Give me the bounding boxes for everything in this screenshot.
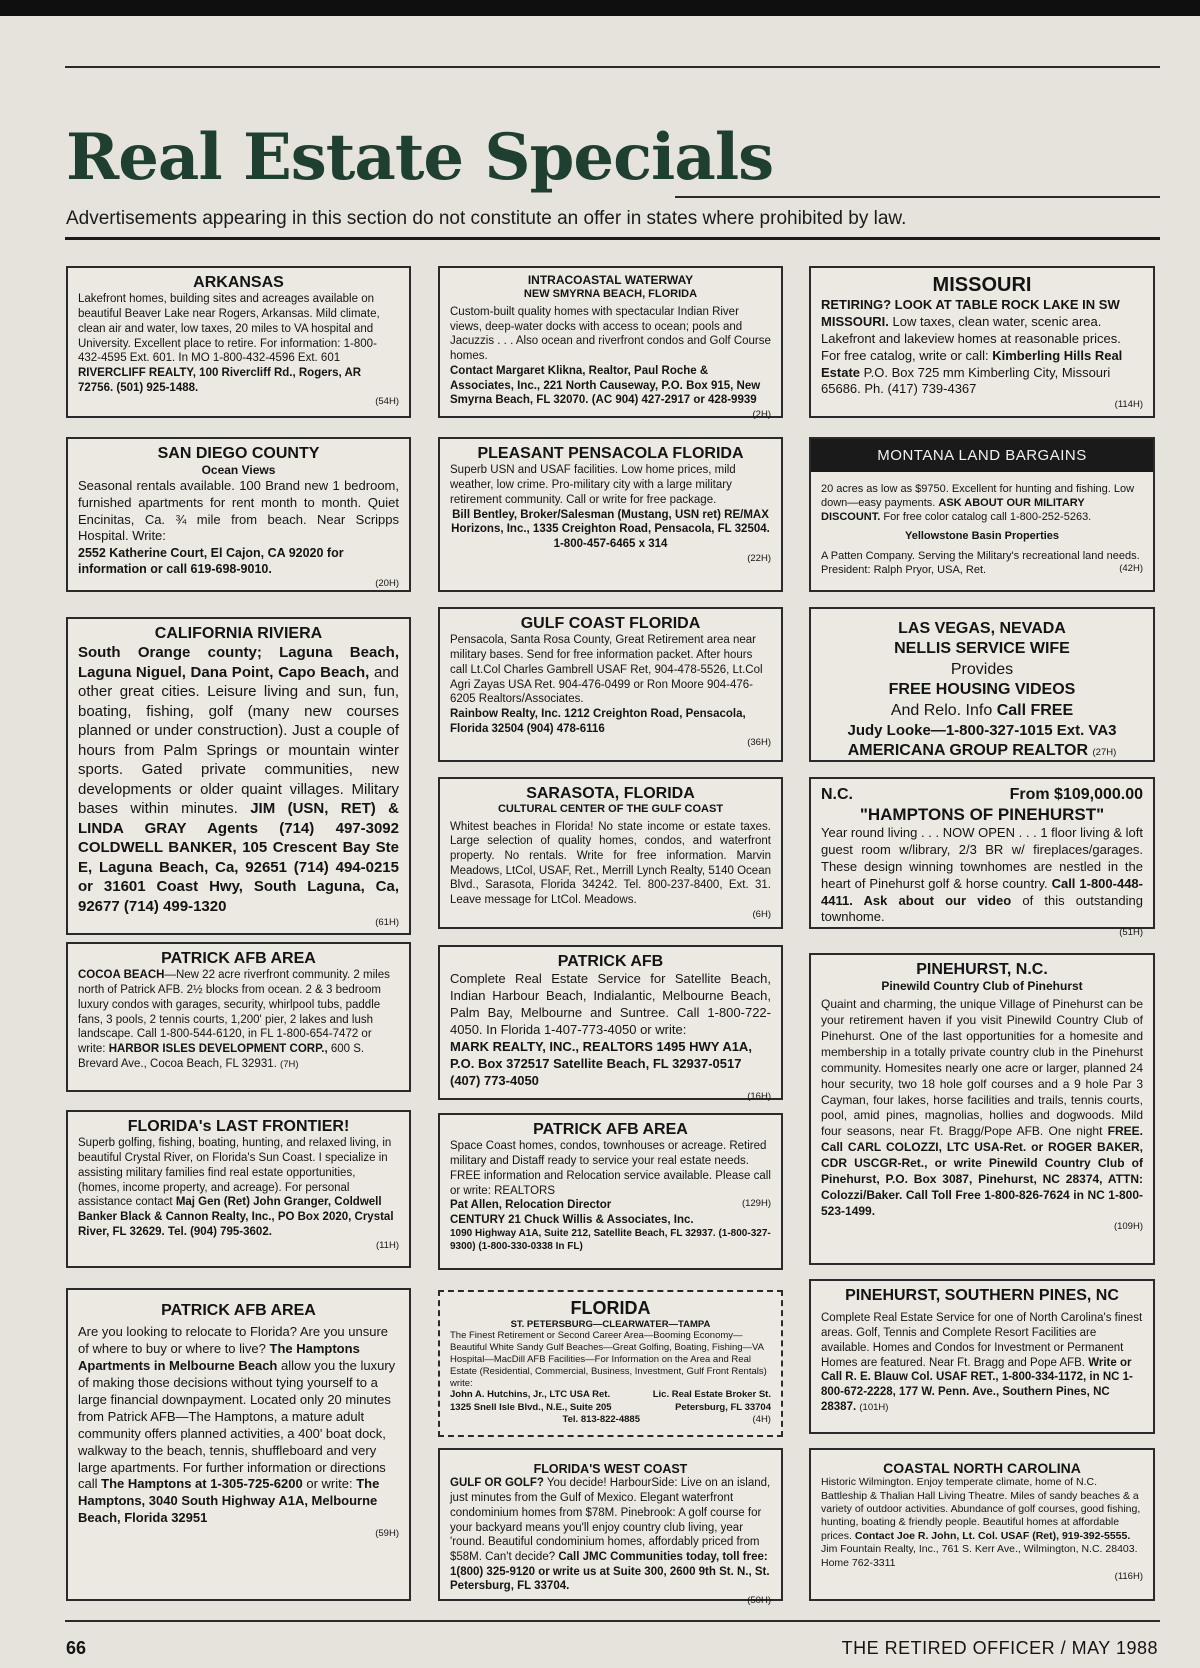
ad-code: (114H) xyxy=(1114,399,1143,411)
ad-contact: RIVERCLIFF REALTY, 100 Rivercliff Rd., Rogers, AR 72756. (501) 925-1488. xyxy=(78,366,362,394)
ad-body: 20 acres as low as $9750. Excellent for hunting and fishing. Low down—easy payments. xyxy=(821,483,1135,510)
page-subtitle: Advertisements appearing in this section do not constitute an offer in states where prohibited by law. xyxy=(66,208,907,229)
ad-body: Custom-built quality homes with spectacular Indian River views, deep-water docks with access to ocean; pools and Jacuzzis . . . Also ocean and riverfront condos and Golf Course homes. xyxy=(450,305,771,363)
ad-title: PINEHURST, SOUTHERN PINES, NC xyxy=(845,1287,1119,1304)
top-rule xyxy=(65,66,1160,68)
ad-gulf-coast xyxy=(438,607,783,762)
ad-southern-pines xyxy=(809,1279,1155,1434)
ad-lead: GULF OR GOLF? xyxy=(450,1477,544,1490)
ad-address: P.O. Box 725 mm Kimberling City, Missouri 65686. Ph. (417) 739-4367 xyxy=(821,364,1111,397)
ad-subtitle: ST. PETERSBURG—CLEARWATER—TAMPA xyxy=(510,1318,711,1330)
ad-body: The Finest Retirement or Second Career Area—Booming Economy—Beautiful White Sandy Gulf Beaches—Great Golfing, Boating, Fishing—VA Hospital—MacDill AFB Facilities—For Information on the Area and Real Estate (Residential, Commercial, Business, Investment, Gulf Front Rentals) write: xyxy=(450,1330,767,1389)
ad-bold-3: The Hamptons, 3040 South Highway A1A, Melbourne Beach, Florida 32951 xyxy=(78,1476,380,1526)
ad-code: (50H) xyxy=(747,1595,771,1607)
ad-bold-2: The Hamptons at 1-305-725-6200 xyxy=(101,1476,303,1492)
ad-title: PINEHURST, N.C. xyxy=(916,961,1048,978)
ad-arkansas xyxy=(66,266,411,418)
ad-title: PATRICK AFB AREA xyxy=(161,950,316,967)
ad-san-diego xyxy=(66,437,411,592)
ad-code: (129H) xyxy=(741,1198,771,1210)
ad-contact: Write or Call R. E. Blauw Col. USAF RET., 1-800-334-1172, in NC 1-800-672-2228, 177 W. Penn. Ave., Southern Pines, NC 28387. xyxy=(821,1356,1133,1413)
ad-phone: Tel. 813-822-4885 xyxy=(562,1413,640,1425)
ad-title: FLORIDA's LAST FRONTIER! xyxy=(127,1118,350,1135)
ad-subtitle: CULTURAL CENTER OF THE GULF COAST xyxy=(497,803,724,816)
ad-subtitle: Pinewild Country Club of Pinehurst xyxy=(881,979,1083,994)
ad-patrick-cocoa xyxy=(66,942,411,1092)
ad-california-riviera xyxy=(66,617,411,935)
ad-body-2: allow you the luxury of making those decisions without tying yourself to a large financial downpayment. Located only 20 minutes from Patrick AFB—The Hamptons, a mature adult community offers planned activities, a 400' boat dock, walkway to the beach, tennis, shuffleboard and very large apartments. For further information or directions call xyxy=(78,1358,396,1492)
ad-code: (116H) xyxy=(1114,1571,1143,1583)
ad-missouri xyxy=(809,266,1155,418)
ad-line-5b: Call FREE xyxy=(996,701,1074,719)
page-number: 66 xyxy=(66,1638,87,1658)
ad-contact: HARBOR ISLES DEVELOPMENT CORP., xyxy=(108,1042,328,1055)
ad-code: (54H) xyxy=(375,396,399,408)
ad-code: (7H) xyxy=(280,1058,299,1070)
ad-code: (51H) xyxy=(1119,927,1143,939)
ad-contact: Call JMC Communities today, toll free: 1(800) 325-9120 or write us at Suite 300, 2600 9th St. N., St. Petersburg, FL 33704. xyxy=(450,1550,770,1593)
publication-footer: THE RETIRED OFFICER / MAY 1988 xyxy=(841,1638,1158,1658)
ad-patrick-hamptons xyxy=(66,1288,411,1601)
ad-body: Space Coast homes, condos, townhouses or acreage. Retired military and Distaff ready to service your real estate needs. FREE information and Relocation service available. Please call or write: REALTORS xyxy=(450,1140,771,1197)
ad-bold: Call 1-800-448-4411. Ask about our video xyxy=(821,875,1143,908)
ad-pensacola xyxy=(438,437,783,592)
ad-body: Quaint and charming, the unique Village of Pinehurst can be your retirement haven if you visit Pinewild Country Club of Pinehurst. One of the last opportunities for a homesite and membership in a totally private country club in the Pinehurst community. Homesites nearly one acre or larger, planned 24 hour security, two 18 hole golf courses and a 9 hole Par 3 Cayman, four lakes, horse facilities and trails, tennis courts, pool, amid pines, magnolias, hollies and dogwoods. Mild four seasons, near Ft. Bragg/Pope AFB. One night xyxy=(821,996,1143,1139)
ad-contact: Contact Margaret Klikna, Realtor, Paul Roche & Associates, Inc., 221 North Causeway, P.O. Box 915, New Smyrna Beach, FL 32070. (AC 904) 427-2917 or 428-9939 xyxy=(450,364,761,407)
ad-code: (59H) xyxy=(375,1528,399,1540)
ad-title: SARASOTA, FLORIDA xyxy=(526,785,695,802)
ad-florida-west-coast xyxy=(438,1448,783,1607)
ad-nc-hamptons-pinehurst xyxy=(809,777,1155,939)
ad-line-2: NELLIS SERVICE WIFE xyxy=(894,640,1070,658)
ad-title: ARKANSAS xyxy=(193,274,284,291)
ad-contact-left: John A. Hutchins, Jr., LTC USA Ret. 1325 Snell Isle Blvd., N.E., Suite 205 xyxy=(450,1389,612,1413)
ad-title: "HAMPTONS OF PINEHURST" xyxy=(859,805,1105,825)
ad-contact: Contact Joe R. John, Lt. Col. USAF (Ret), 919-392-5555. xyxy=(854,1529,1131,1542)
ad-contact: JIM (USN, RET) & LINDA GRAY Agents (714) 497-3092 COLDWELL BANKER, 105 Crescent Bay Ste E, Laguna Beach, Ca, 92651 (714) 494-0215 or 31601 Coast Hwy, South Laguna, Ca, 92677 (714) 499-1320 xyxy=(78,800,400,915)
ad-address: 1090 Highway A1A, Suite 212, Satellite Beach, FL 32937. (1-800-327-9300) (1-800-330-0338 In FL) xyxy=(450,1227,771,1252)
ad-title: PATRICK AFB xyxy=(557,953,664,970)
ad-title: COASTAL NORTH CAROLINA xyxy=(883,1460,1081,1476)
ad-subtitle: NEW SMYRNA BEACH, FLORIDA xyxy=(523,287,698,300)
ad-code: (11H) xyxy=(375,1240,399,1252)
ad-body: Complete Real Estate Service for one of North Carolina's finest areas. Golf, Tennis and Complete Resort Facilities are available. Homes and Condos for Investment or Permanent Homes are featured. Near Ft. Bragg and Pope AFB. xyxy=(821,1312,1143,1369)
ad-body: Historic Wilmington. Enjoy temperate climate, home of N.C. Battleship & Thalian Hall Living Theatre. Miles of sandy beaches & a variety of outdoor activities. Abundance of golf courses, good fishing, hunting, boating & friendly people. Beautiful homes at affordable prices. xyxy=(821,1476,1141,1542)
top-edge-bar xyxy=(0,0,1200,16)
ad-body: Year round living . . . NOW OPEN . . . 1 floor living & loft guest room w/library, 2/3 BR w/ fireplaces/garages. These design winning townhomes are nestled in the heart of Pinehurst golf & horse country. xyxy=(821,825,1143,891)
ad-code: (16H) xyxy=(747,1090,771,1102)
ad-body: Whitest beaches in Florida! No state income or estate taxes. Large selection of quality homes, condos, and waterfront property. No rentals. Write for free information. Marvin Meadows, LtCol, USAF, Ret., Merrill Lynch Realty, 5140 Ocean Blvd., Sarasota, Florida 34242. Tel. 800-237-8400, Ext. 31. Leave message for LtCol. Meadows. xyxy=(450,820,771,907)
ad-contact: Rainbow Realty, Inc. 1212 Creighton Road, Pensacola, Florida 32504 (904) 478-6116 xyxy=(450,707,746,735)
ad-body: Lakefront homes, building sites and acreages available on beautiful Beaver Lake near Rogers, Arkansas. Mild climate, clean air and water, low taxes, 20 miles to VA hospital and University. Excellent place to retire. For information: 1-800-432-4595 Ext. 601. In MO 1-800-432-4596 Ext. 601 xyxy=(78,293,380,365)
ad-title: MISSOURI xyxy=(932,274,1032,296)
ad-footer: A Patten Company. Serving the Military's recreational land needs. President: Ralph Pryor, USA, Ret. xyxy=(821,549,1140,576)
ad-contact: Pat Allen, Relocation Director xyxy=(450,1199,612,1212)
ad-address: 600 S. Brevard Ave., Cocoa Beach, FL 32931. xyxy=(78,1042,365,1070)
ad-lead: RETIRING? LOOK AT TABLE ROCK LAKE IN SW MISSOURI. xyxy=(821,297,1120,329)
bottom-rule xyxy=(65,1620,1160,1622)
ad-lead: COCOA BEACH xyxy=(78,969,165,982)
ad-title: FLORIDA xyxy=(570,1298,651,1318)
ad-body-3: or write: xyxy=(306,1476,353,1492)
ad-body: and other great cities. Leisure living and sun, fun, boating, fishing, golf (many new courses planned or under construction). Just a couple of hours from Palm Springs or mountain winter sports. Gated private communities, new developments or older quaint villages. Military bases within minutes. xyxy=(78,663,399,818)
ad-code: (27H) xyxy=(1092,746,1117,758)
ad-code: (22H) xyxy=(747,552,771,564)
ad-patrick-satellite xyxy=(438,945,783,1100)
ad-code: (42H) xyxy=(1119,562,1143,574)
ad-body-2: For free color catalog call 1-800-252-5263. xyxy=(883,511,1092,524)
ad-pinewild xyxy=(809,953,1155,1265)
ad-title: SAN DIEGO COUNTY xyxy=(157,445,320,462)
ad-title: CALIFORNIA RIVIERA xyxy=(154,625,323,642)
ad-address: Jim Fountain Realty, Inc., 761 S. Kerr Ave., Wilmington, N.C. 28403. Home 762-3311 xyxy=(821,1543,1138,1569)
ad-title: GULF COAST FLORIDA xyxy=(520,615,701,632)
ad-florida-last-frontier xyxy=(66,1110,411,1268)
ad-title: FLORIDA'S WEST COAST xyxy=(533,1462,688,1476)
ad-sarasota xyxy=(438,777,783,929)
ad-coastal-nc xyxy=(809,1448,1155,1601)
ad-title: PLEASANT PENSACOLA FLORIDA xyxy=(477,445,744,462)
ad-body-1: Are you looking to relocate to Florida? Are you unsure of where to buy or where to live? xyxy=(78,1324,389,1357)
ad-body: —New 22 acre riverfront community. 2 miles north of Patrick AFB. 2½ blocks from ocean. 2 & 3 bedroom luxury condos with garages, security, whirlpool tubs, paddle fans, 3 pools, 2 tennis courts, 1,200' pier, 2 lakes and lush landscape. Call 1-800-544-6120, in FL 1-800-654-7472 or write: xyxy=(78,969,390,1055)
ad-body: Seasonal rentals available. 100 Brand new 1 bedroom, furnished apartments for rent month to month. Quiet Encinitas, Ca. ¾ mile from beach. Near Scripps Hospital. Write: xyxy=(78,477,399,544)
ad-lead: South Orange county; Laguna Beach, Laguna Niguel, Dana Point, Capo Beach, xyxy=(78,644,399,681)
ad-code: (61H) xyxy=(375,917,399,929)
ad-code: (36H) xyxy=(747,737,771,749)
ad-code: (2H) xyxy=(752,409,771,421)
ad-contact-right: Lic. Real Estate Broker St. Petersburg, FL 33704 xyxy=(652,1389,771,1413)
ad-bold-1: The Hamptons Apartments in Melbourne Beach xyxy=(78,1341,360,1374)
ad-price: From $109,000.00 xyxy=(1009,786,1143,803)
ad-patrick-century xyxy=(438,1113,783,1270)
page-title: Real Estate Specials xyxy=(66,120,774,195)
ad-code: (101H) xyxy=(859,1401,889,1413)
ad-line-5: And Relo. Info xyxy=(890,701,993,719)
ad-code: (109H) xyxy=(1113,1221,1143,1233)
ad-contact: Bill Bentley, Broker/Salesman (Mustang, USN ret) RE/MAX Horizons, Inc., 1335 Creighton Road, Pensacola, FL 32504. 1-800-457-6465 x 314 xyxy=(451,508,770,550)
ad-body: You decide! HarbourSide: Live on an island, just minutes from the Gulf of Mexico. Elegant waterfront condominium homes from $78M. Pinebrook: A golf course for your backyard means you'll enjoy country club living, year 'round. Beautiful condominium homes, affordably priced from $58M. Can't decide? xyxy=(450,1477,771,1563)
ad-contact: FREE. Call CARL COLOZZI, LTC USA-Ret. or ROGER BAKER, CDR USCGR-Ret., or write Pinewild Country Club of Pinehurst, P.O. Box 3087, Pinehurst, NC 28374, ATTN: Colozzi/Baker. Call Toll Free 1-800-826-7624 in NC 1-800-523-1499. xyxy=(821,1124,1143,1219)
ad-title: INTRACOASTAL WATERWAY xyxy=(527,273,694,287)
ad-line-1: LAS VEGAS, NEVADA xyxy=(898,620,1066,637)
ad-subtitle: Ocean Views xyxy=(201,463,276,478)
ad-code: (6H) xyxy=(752,908,771,920)
ad-line-4: FREE HOUSING VIDEOS xyxy=(888,681,1076,699)
ad-code: (4H) xyxy=(752,1413,771,1425)
ad-contact: Maj Gen (Ret) John Granger, Coldwell Banker Black & Cannon Realty, Inc., PO Box 2020, Crystal River, FL 32629. Tel. (904) 795-3602. xyxy=(78,1196,394,1238)
ad-body-2: of this outstanding townhome. xyxy=(821,892,1143,925)
ad-title: PATRICK AFB AREA xyxy=(533,1121,688,1138)
ad-title: PATRICK AFB AREA xyxy=(161,1302,316,1319)
ad-montana xyxy=(809,437,1155,592)
ad-code: (20H) xyxy=(375,578,399,590)
ad-las-vegas xyxy=(809,607,1155,762)
title-rule xyxy=(675,196,1160,198)
ad-contact: Kimberling Hills Real Estate xyxy=(821,347,1123,380)
ad-body: Superb golfing, fishing, boating, hunting, and relaxed living, in beautiful Crystal River, on Florida's Sun Coast. I specialize in assisting military families find real estate opportunities, (homes, income property, and acreage). For personal assistance contact xyxy=(78,1137,392,1209)
ad-line-6: Judy Looke—1-800-327-1015 Ext. VA3 xyxy=(847,722,1117,740)
ad-company: Yellowstone Basin Properties xyxy=(904,530,1060,543)
ad-intracoastal xyxy=(438,266,783,421)
ad-florida-st-petersburg xyxy=(438,1290,783,1437)
ad-line-3: Provides xyxy=(950,660,1014,678)
ad-contact: 2552 Katherine Court, El Cajon, CA 92020 for information or call 619-698-9010. xyxy=(78,546,344,577)
ad-body: Superb USN and USAF facilities. Low home prices, mild weather, low crime. Pro-military city with a large military retirement community. Call or write for free package. xyxy=(450,464,736,506)
ad-body: Complete Real Estate Service for Satellite Beach, Indian Harbour Beach, Indialantic, Melbourne Beach, Palm Bay, Melbourne and Suntree. Call 1-800-722-4050. In Florida 1-407-773-4050 or write: xyxy=(450,971,771,1038)
ad-body: Low taxes, clean water, scenic area. Lakefront and lakeview homes at reasonable prices. For free catalog, write or call: xyxy=(821,313,1121,363)
ad-body: Pensacola, Santa Rosa County, Great Retirement area near military bases. Send for free information packet. After hours call Lt.Col Charles Gambrell USAF Ret, 904-478-5526, Lt.Col Agri Zayas USA Ret. 904-476-0499 or Ron Moore 904-476-6205 Realtors/Associates. xyxy=(450,634,763,706)
ad-state: N.C. xyxy=(821,786,853,803)
ad-bold: ASK ABOUT OUR MILITARY DISCOUNT. xyxy=(821,497,1085,524)
ad-title: MONTANA LAND BARGAINS xyxy=(811,439,1153,472)
ad-contact: MARK REALTY, INC., REALTORS 1495 HWY A1A, P.O. Box 372517 Satellite Beach, FL 32937-0517 (407) 773-4050 xyxy=(450,1038,752,1088)
subtitle-rule xyxy=(65,237,1160,240)
ad-line-7: AMERICANA GROUP REALTOR xyxy=(847,741,1089,759)
ad-company: CENTURY 21 Chuck Willis & Associates, Inc. xyxy=(450,1213,694,1226)
